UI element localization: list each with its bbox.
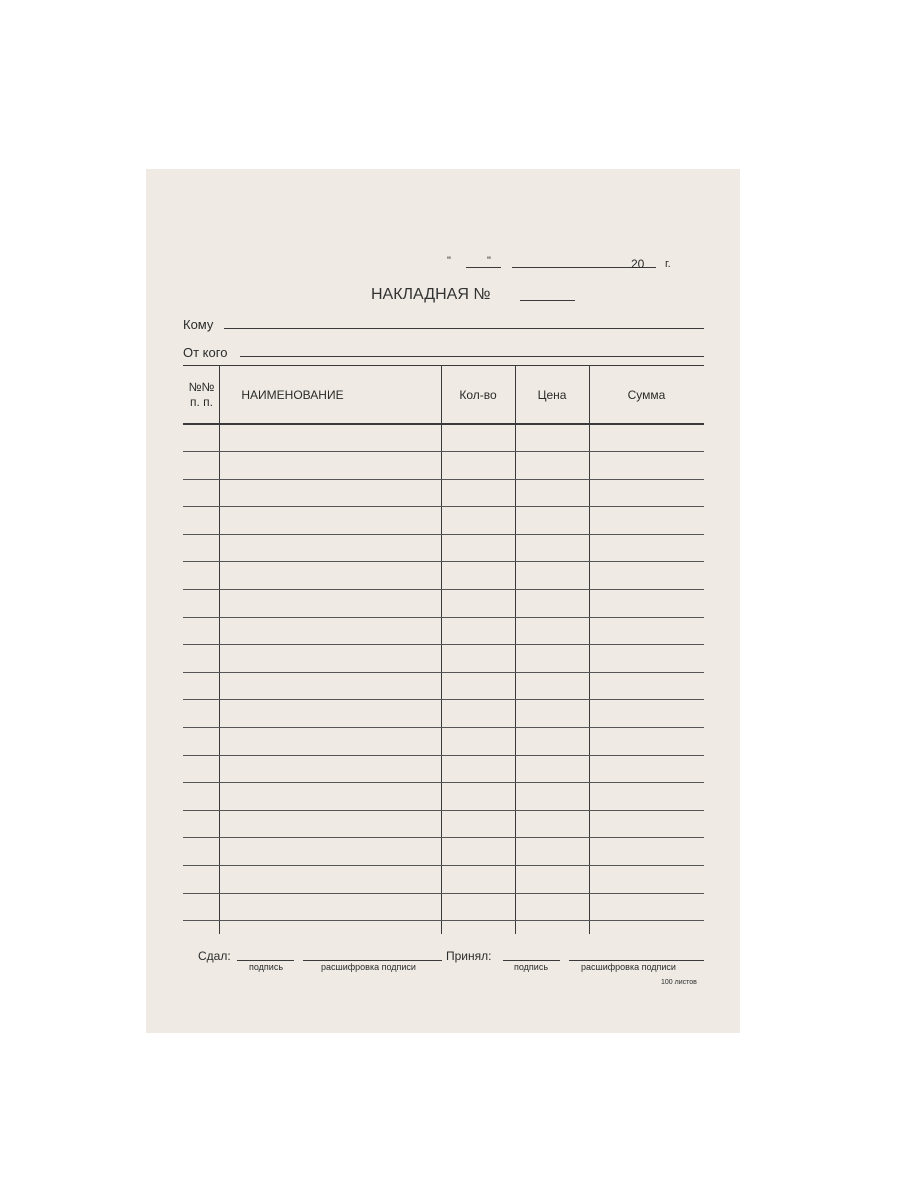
gave-signature-field[interactable] [237,960,294,961]
table-row[interactable] [183,782,704,783]
received-signature-caption: подпись [514,962,549,972]
date-quote-open: " [447,255,451,267]
received-decoding-field[interactable] [569,960,704,961]
header-num-line1: №№ [188,380,215,394]
table-row[interactable] [183,865,704,866]
date-year-prefix: 20 [631,257,645,271]
date-year-suffix: г. [665,258,671,270]
document-title: НАКЛАДНАЯ № [371,286,491,303]
table-row[interactable] [183,920,704,921]
from-field[interactable] [240,356,704,357]
gave-label: Сдал: [198,949,231,963]
table-top-border [183,365,704,366]
to-label: Кому [183,317,214,332]
table-row[interactable] [183,451,704,452]
header-num-line2: п. п. [190,395,213,409]
invoice-number-field[interactable] [520,300,575,301]
table-row[interactable] [183,479,704,480]
received-decoding-caption: расшифровка подписи [581,962,676,972]
table-row[interactable] [183,699,704,700]
table-row[interactable] [183,589,704,590]
table-row[interactable] [183,810,704,811]
header-bottom-border [183,423,704,425]
header-name: НАИМЕНОВАНИЕ [241,388,344,402]
table-row[interactable] [183,893,704,894]
gave-decoding-field[interactable] [303,960,442,961]
table-row[interactable] [183,755,704,756]
received-label: Принял: [446,949,492,963]
sheet-count: 100 листов [661,979,697,986]
header-price: Цена [537,388,567,402]
table-row[interactable] [183,561,704,562]
gave-decoding-caption: расшифровка подписи [321,962,416,972]
table-row[interactable] [183,644,704,645]
table-row[interactable] [183,837,704,838]
date-day-field[interactable] [466,267,501,268]
items-table [183,365,704,935]
to-field[interactable] [224,328,704,329]
invoice-form-sheet [146,169,740,1033]
table-row[interactable] [183,617,704,618]
table-row[interactable] [183,534,704,535]
header-qty: Кол-во [459,388,497,402]
gave-signature-caption: подпись [249,962,284,972]
received-signature-field[interactable] [503,960,560,961]
table-row[interactable] [183,506,704,507]
from-label: От кого [183,345,228,360]
table-row[interactable] [183,727,704,728]
table-row[interactable] [183,672,704,673]
header-sum: Сумма [627,388,666,402]
date-quote-close: " [487,255,491,267]
